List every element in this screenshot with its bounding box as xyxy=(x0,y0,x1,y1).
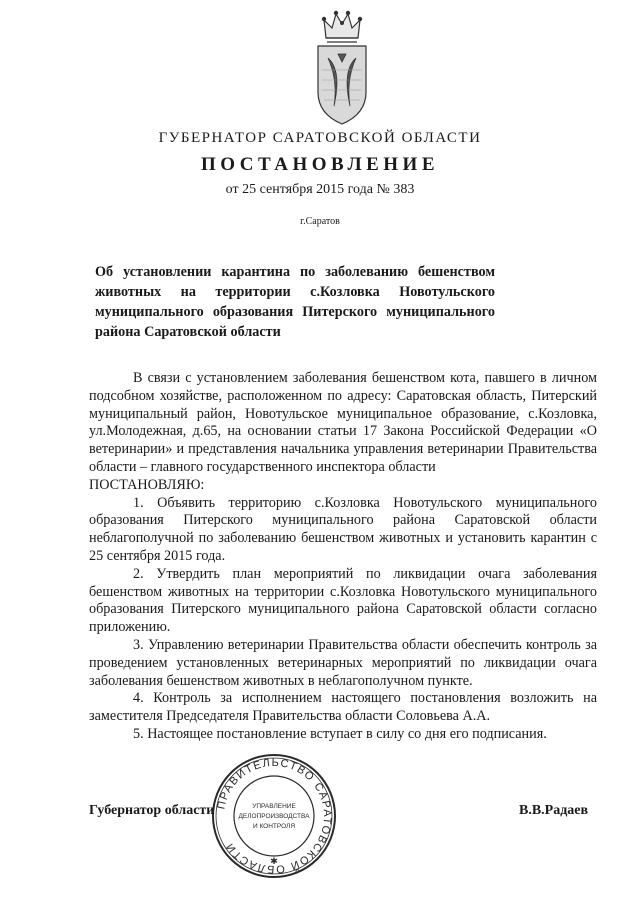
decree-item-2: 2. Утвердить план мероприятий по ликвидации очага заболевания бешенством животных на территории с.Козловка Новотульского муниципального образования Питерского муниципального района Саратовской области согласно приложению. xyxy=(89,565,597,636)
stamp-star-icon: ✱ xyxy=(270,856,278,866)
decree-item-4: 4. Контроль за исполнением настоящего постановления возложить на заместителя Председателя Правительства области Соловьева А.А. xyxy=(89,690,597,725)
decree-item-3: 3. Управлению ветеринарии Правительства области обеспечить контроль за проведением установленных ветеринарных мероприятий по ликвидации очага заболевания бешенством животных в неблагополучном пункте. xyxy=(89,636,597,689)
preamble-paragraph: В связи с установлением заболевания бешенством кота, павшего в личном подсобном хозяйстве, расположенном по адресу: Саратовская область, Питерский муниципальный район, Новотульское муниципальное образование, с.Козловка, ул.Молодежная, д.65, на основании статьи 17 Закона Российской Федерации «О ветеринарии» и представления начальника управления ветеринарии Правительства области – главного государственного инспектора области xyxy=(89,370,597,475)
stamp-inner-line-3: И КОНТРОЛЯ xyxy=(252,823,296,830)
stamp-inner-line-1: УПРАВЛЕНИЕ xyxy=(252,803,296,810)
document-title: Об установлении карантина по заболеванию бешенством животных на территории с.Козловка Новотульского муниципального образования Питерского муниципального района Саратовской области xyxy=(95,264,495,340)
decree-item-1: 1. Объявить территорию с.Козловка Новотульского муниципального образования Питерского муниципального района Саратовской области неблагополучной по заболеванию бешенством животных и установить карантин с 25 сентября 2015 года. xyxy=(89,494,597,564)
decree-item-5: 5. Настоящее постановление вступает в силу со дня его подписания. xyxy=(133,725,547,742)
stamp-ring-text: ПРАВИТЕЛЬСТВО САРАТОВСКОЙ ОБЛАСТИ xyxy=(215,756,334,876)
signer-title: Губернатор области xyxy=(89,803,215,818)
document-date-number: от 25 сентября 2015 года № 383 xyxy=(225,182,415,197)
signer-name: В.В.Радаев xyxy=(519,803,589,818)
document-type: ПОСТАНОВЛЕНИЕ xyxy=(200,154,440,175)
decree-word: ПОСТАНОВЛЯЮ: xyxy=(89,476,205,493)
issuing-authority: ГУБЕРНАТОР САРАТОВСКОЙ ОБЛАСТИ xyxy=(158,130,482,146)
saratov-coat-of-arms-icon xyxy=(312,10,372,128)
document-city: г.Саратов xyxy=(300,216,340,227)
document-body xyxy=(89,370,597,744)
official-stamp xyxy=(210,752,338,880)
stamp-inner-line-2: ДЕЛОПРОИЗВОДСТВА xyxy=(238,813,310,820)
